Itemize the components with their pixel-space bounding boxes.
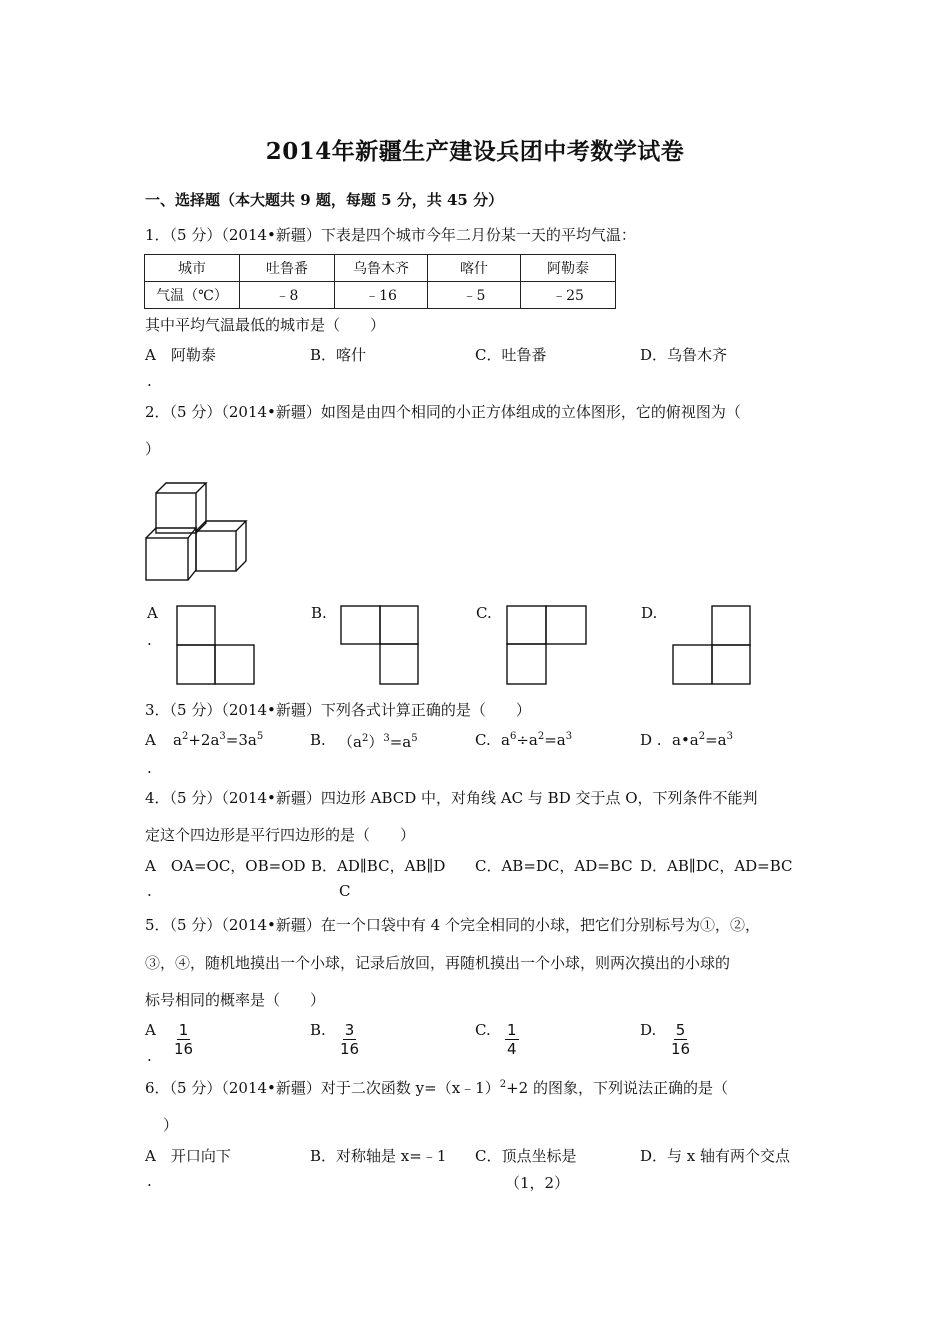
q5-fraction-b: [340, 1020, 359, 1058]
option-dot: .: [147, 631, 152, 649]
q3-stem: 3．（5 分）（2014•新疆）下列各式计算正确的是（ ）: [145, 701, 531, 719]
q5-stem-end: 标号相同的概率是（ ）: [145, 991, 326, 1009]
q2-label-a: A: [147, 604, 158, 622]
q1-option-b: B．喀什: [310, 346, 367, 364]
table-cell: ﹣5: [428, 282, 521, 309]
q5-fraction-a: [174, 1020, 193, 1058]
table-row: [145, 282, 616, 309]
q3-label-b: B.: [310, 731, 326, 749]
q6-option-a: A 开口向下: [145, 1147, 231, 1165]
table-header-row: [145, 255, 616, 282]
q5-fraction-d: [671, 1020, 690, 1058]
option-dot: .: [147, 1172, 152, 1190]
table-cell: 喀什: [428, 255, 521, 282]
q2-view-c: [506, 605, 588, 685]
q4-stem-cont: 定这个四边形是平行四边形的是（ ）: [145, 826, 416, 844]
q3-label-a: A: [145, 731, 156, 749]
q3-label-c: C.: [475, 731, 491, 749]
q6-exponent: 2: [499, 1079, 507, 1090]
q1-option-c: C．吐鲁番: [475, 346, 547, 364]
temperature-table: [144, 254, 616, 309]
q2-view-d: [672, 605, 752, 685]
table-cell: ﹣8: [240, 282, 335, 309]
q3-expr-d: $a•a^2=a^3$: [672, 731, 733, 749]
q2-label-d: D.: [641, 604, 658, 622]
q4-stem: 4．（5 分）（2014•新疆）四边形 ABCD 中，对角线 AC 与 BD 交于点 O，下列条件不能判: [145, 789, 758, 807]
page-title: 2014年新疆生产建设兵团中考数学试卷: [265, 138, 685, 165]
table-cell: 阿勒泰: [521, 255, 616, 282]
q5-label-a: A: [145, 1021, 156, 1039]
q2-view-a: [176, 605, 256, 685]
q2-label-b: B.: [311, 604, 327, 622]
denominator: 16: [174, 1040, 194, 1058]
numerator: 1: [507, 1021, 517, 1039]
table-cell: ﹣16: [335, 282, 428, 309]
q6-stem: [145, 1077, 728, 1098]
q1-question: 其中平均气温最低的城市是（ ）: [145, 316, 386, 334]
q1-option-a: A 阿勒泰: [145, 346, 216, 364]
q1-option-d: D．乌鲁木齐: [640, 346, 728, 364]
q6-stem-text-end: +2 的图象，下列说法正确的是（: [506, 1079, 728, 1097]
section-heading: 一、选择题（本大题共 9 题，每题 5 分，共 45 分）: [145, 191, 504, 209]
denominator: 16: [671, 1040, 691, 1058]
table-cell: 乌鲁木齐: [335, 255, 428, 282]
q4-option-d: D．AB∥DC，AD=BC: [640, 857, 793, 875]
q4-option-a: A OA=OC，OB=OD: [145, 857, 306, 875]
q6-option-d: D．与 x 轴有两个交点: [640, 1147, 791, 1165]
table-cell: ﹣25: [521, 282, 616, 309]
q3-expr-b: $(a^2)^3=a^5$: [338, 733, 418, 751]
option-dot: .: [147, 882, 152, 900]
numerator: 3: [344, 1021, 355, 1039]
q1-stem: 1．（5 分）（2014•新疆）下表是四个城市今年二月份某一天的平均气温：: [145, 226, 636, 244]
q2-view-b: [340, 605, 420, 685]
q3-expr-c: $a^6\div a^2=a^3$: [501, 731, 573, 749]
q4-option-c: C．AB=DC，AD=BC: [475, 857, 633, 875]
table-cell: 吐鲁番: [240, 255, 335, 282]
option-dot: .: [147, 759, 152, 777]
q6-option-b: B．对称轴是 x=﹣1: [310, 1147, 447, 1165]
q3-label-d: D .: [640, 731, 662, 749]
denominator: 16: [340, 1040, 360, 1058]
q4-option-b-wrap: C: [339, 882, 351, 900]
numerator: 1: [178, 1021, 189, 1039]
q5-stem-cont: ③，④，随机地摸出一个小球，记录后放回，再随机摸出一个小球，则两次摸出的小球的: [145, 954, 731, 972]
q5-fraction-c: [505, 1020, 519, 1058]
numerator: 5: [675, 1021, 686, 1039]
table-cell: 气温（℃）: [145, 282, 240, 309]
option-dot: .: [147, 372, 152, 390]
q6-option-c: C．顶点坐标是: [475, 1147, 577, 1165]
q5-label-b: B.: [310, 1021, 326, 1039]
q6-stem-text: 6．（5 分）（2014•新疆）对于二次函数 y=（x﹣1）: [145, 1079, 500, 1097]
q2-label-c: C.: [476, 604, 492, 622]
q2-stem-end: ）: [145, 440, 161, 458]
denominator: 4: [507, 1040, 517, 1058]
q6-stem-end: ）: [163, 1116, 179, 1134]
q2-stem: 2．（5 分）（2014•新疆）如图是由四个相同的小正方体组成的立体图形，它的俯视图为（: [145, 403, 741, 421]
q5-label-c: C.: [475, 1021, 491, 1039]
q4-option-b: B．AD∥BC，AB∥D: [311, 857, 446, 875]
q6-option-c-wrap: （1，2）: [505, 1174, 570, 1192]
cube-figure: [140, 478, 255, 588]
q5-stem: 5．（5 分）（2014•新疆）在一个口袋中有 4 个完全相同的小球，把它们分别标号为①，②，: [145, 916, 760, 934]
q3-expr-a: $a^2+2a^3=3a^5$: [173, 731, 264, 749]
q5-label-d: D.: [640, 1021, 657, 1039]
table-cell: 城市: [145, 255, 240, 282]
option-dot: .: [147, 1047, 152, 1065]
